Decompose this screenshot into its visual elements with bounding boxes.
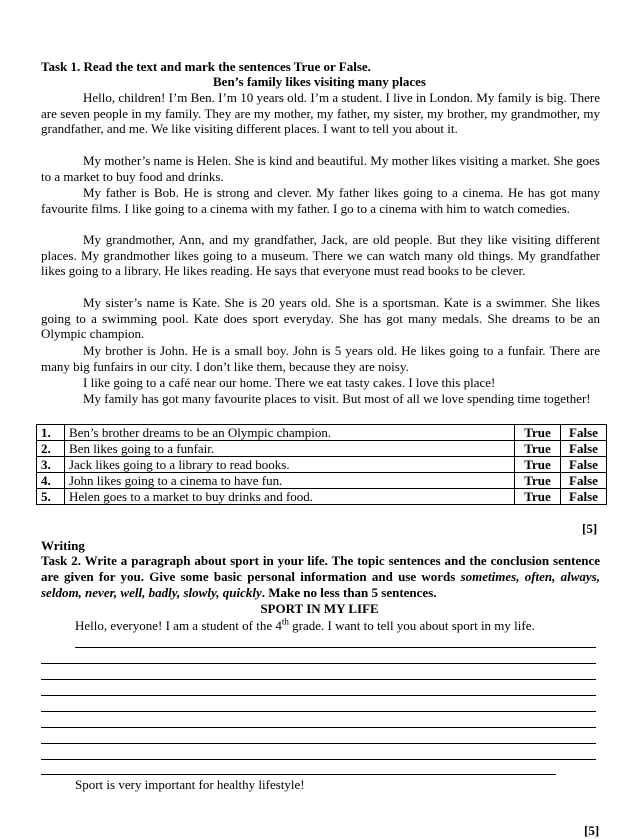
writing-section-title: Writing	[41, 538, 85, 553]
answer-line[interactable]	[41, 695, 596, 696]
paragraph-cafe: I like going to a café near our home. There we eat tasty cakes. I love this place!	[83, 375, 496, 390]
writing-intro-sentence	[75, 618, 535, 634]
statement-text: Helen goes to a market to buy drinks and food.	[65, 489, 515, 505]
task1-title: Ben’s family likes visiting many places	[213, 74, 426, 89]
statement-text: John likes going to a cinema to have fun.	[65, 473, 515, 489]
answer-line[interactable]	[75, 647, 596, 648]
true-option[interactable]: True	[515, 425, 561, 441]
statement-number: 5.	[37, 489, 65, 505]
statement-number: 1.	[37, 425, 65, 441]
answer-line[interactable]	[41, 774, 556, 775]
task2-score: [5]	[584, 823, 600, 838]
intro-end: grade. I want to tell you about sport in my life.	[288, 618, 535, 633]
paragraph-grandparents: My grandmother, Ann, and my grandfather, Jack, are old people. But they like visiting different places. My grandmother likes going to a museum. There we can watch many old things. My grandfather likes going to a library. He likes reading. He says that everyone must read books to be clever.	[41, 232, 600, 279]
intro-superscript: th	[281, 616, 289, 627]
true-option[interactable]: True	[515, 489, 561, 505]
task1-score: [5]	[582, 521, 598, 536]
task2-heading	[41, 553, 600, 601]
task1-heading: Task 1. Read the text and mark the sentences True or False.	[41, 59, 371, 74]
statement-text: Ben likes going to a funfair.	[65, 441, 515, 457]
false-option[interactable]: False	[561, 489, 607, 505]
paragraph-father: My father is Bob. He is strong and clever. My father likes going to a cinema. He has got many favourite films. I like going to a cinema with my father. I go to a cinema with him to watch comedies.	[41, 185, 600, 216]
writing-conclusion-sentence: Sport is very important for healthy lifestyle!	[75, 777, 305, 792]
false-option[interactable]: False	[561, 457, 607, 473]
paragraph-mother: My mother’s name is Helen. She is kind and beautiful. My mother likes visiting a market. She goes to a market to buy food and drinks.	[41, 153, 600, 184]
table-row	[37, 457, 607, 473]
task2-title: SPORT IN MY LIFE	[260, 601, 379, 616]
statement-number: 3.	[37, 457, 65, 473]
answer-line[interactable]	[41, 663, 596, 664]
answer-line[interactable]	[41, 679, 596, 680]
false-option[interactable]: False	[561, 425, 607, 441]
answer-line[interactable]	[41, 759, 596, 760]
task2-heading-words: sometimes, often, always, seldom, never, well, badly, slowly, quickly	[41, 569, 600, 600]
paragraph-brother: My brother is John. He is a small boy. John is 5 years old. He likes going to a funfair. There are many big funfairs in our city. I don’t like them, because they are noisy.	[41, 343, 600, 374]
paragraph-family: My family has got many favourite places to visit. But most of all we love spending time together!	[83, 391, 591, 406]
table-row	[37, 489, 607, 505]
true-option[interactable]: True	[515, 473, 561, 489]
task2-heading-start: Task 2. Write a paragraph about sport in your life. The topic sentences and the conclusion sentence are given for you. Give some basic personal information and use words	[41, 553, 600, 584]
table-row	[37, 473, 607, 489]
answer-line[interactable]	[41, 711, 596, 712]
false-option[interactable]: False	[561, 441, 607, 457]
paragraph-sister: My sister’s name is Kate. She is 20 years old. She is a sportsman. Kate is a swimmer. She likes going to a swimming pool. Kate does sport everyday. She has got many medals. She dreams to be an Olympic champion.	[41, 295, 600, 342]
false-option[interactable]: False	[561, 473, 607, 489]
answer-line[interactable]	[41, 743, 596, 744]
statement-number: 2.	[37, 441, 65, 457]
answer-line[interactable]	[41, 727, 596, 728]
statement-text: Jack likes going to a library to read books.	[65, 457, 515, 473]
table-row	[37, 441, 607, 457]
task2-heading-end: . Make no less than 5 sentences.	[261, 585, 437, 600]
intro-start: Hello, everyone! I am a student of the 4	[75, 618, 282, 633]
table-row	[37, 425, 607, 441]
statement-text: Ben’s brother dreams to be an Olympic champion.	[65, 425, 515, 441]
true-option[interactable]: True	[515, 441, 561, 457]
paragraph-intro: Hello, children! I’m Ben. I’m 10 years old. I’m a student. I live in London. My family is big. There are seven people in my family. They are my mother, my father, my sister, my brother, my grandmother, my grandfather, and me. We like visiting different places. I want to tell you about it.	[41, 90, 600, 137]
statement-number: 4.	[37, 473, 65, 489]
true-false-table	[36, 424, 607, 505]
true-option[interactable]: True	[515, 457, 561, 473]
